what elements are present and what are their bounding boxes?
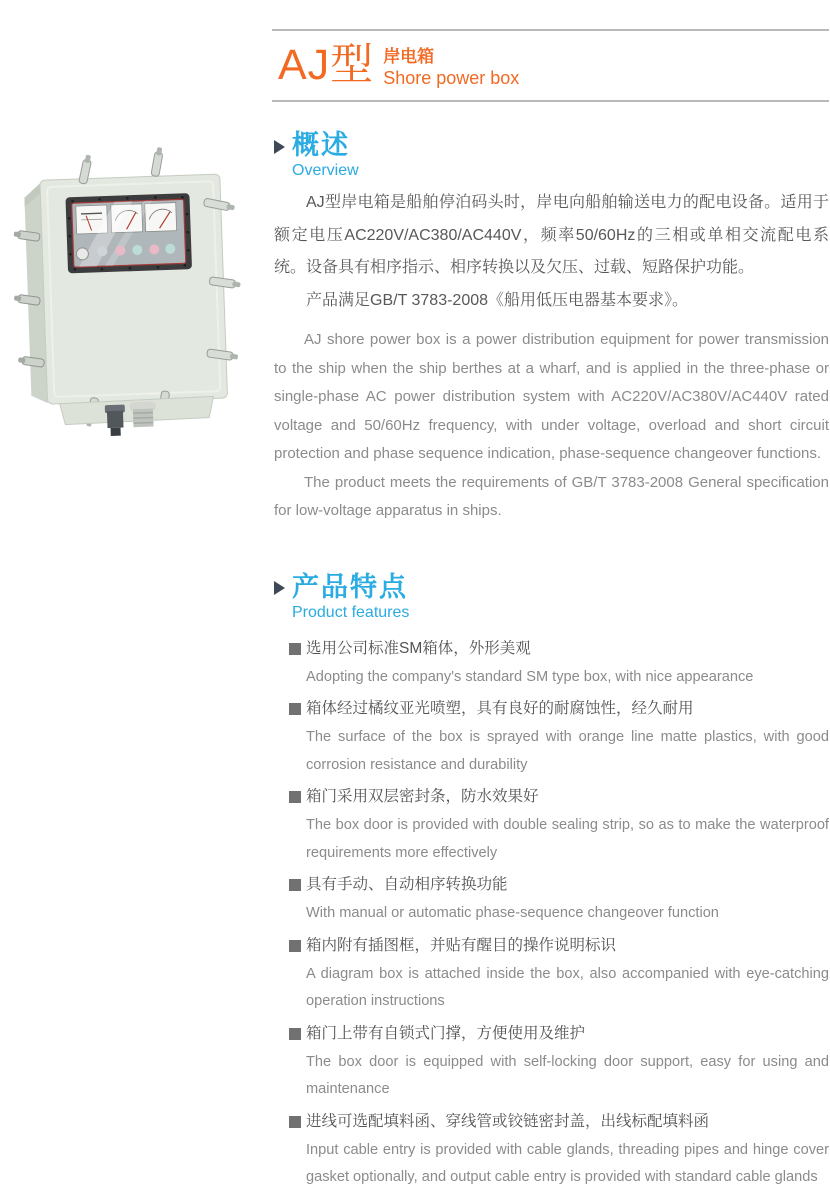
overview-paragraph-en-1: AJ shore power box is a power distribution equipment for power transmission to the ship when the ship berthes at a wharf, and is applied in the three-phase or single-phase AC power distribution system with AC220V/AC380V/AC440V rated voltage and 50/60Hz frequency, with under voltage, overload and short circuit protection and phase sequence indication, phase-sequence changeover functions. [274, 331, 829, 462]
bullet-square-icon [289, 1028, 301, 1040]
section-marker-icon [274, 140, 285, 154]
indicator-light-power [76, 248, 88, 260]
bullet-square-icon [289, 643, 301, 655]
bullet-square-icon [289, 1116, 301, 1128]
overview-title-en: Overview [292, 162, 359, 179]
feature-title-zh: 箱内附有插图框，并贴有醒目的操作说明标识 [289, 932, 829, 960]
features-title-en: Product features [292, 603, 410, 621]
divider-title [272, 100, 829, 102]
feature-desc-en: The surface of the box is sprayed with orange line matte plastics, with good corrosion resistance and durability [306, 729, 829, 773]
feature-title-zh: 选用公司标准SM箱体，外形美观 [289, 635, 829, 663]
feature-item [289, 635, 829, 692]
section-marker-icon [274, 581, 285, 595]
feature-title-zh: 箱门上带有自锁式门撑，方便使用及维护 [289, 1020, 829, 1048]
feature-item [289, 695, 829, 779]
feature-title-zh: 箱门采用双层密封条，防水效果好 [289, 783, 829, 811]
shore-power-box-illustration [10, 146, 264, 450]
overview-paragraph-en-2: The product meets the requirements of GB/T 3783-2008 General specification for low-voltage apparatus in ships. [274, 473, 829, 519]
feature-item [289, 1108, 829, 1192]
overview-paragraph-zh-2: 产品满足GB/T 3783-2008《船用低压电器基本要求》。 [306, 291, 689, 309]
overview-title-zh: 概述 [292, 130, 350, 160]
overview-heading [274, 129, 829, 161]
features-list [289, 635, 829, 1192]
bullet-square-icon [289, 703, 301, 715]
product-name-en: Shore power box [383, 68, 520, 88]
cable-gland-metal [130, 401, 157, 427]
meter-window [65, 193, 192, 273]
bullet-square-icon [289, 791, 301, 803]
feature-desc-en: Adopting the company's standard SM type box, with nice appearance [306, 668, 754, 685]
bullet-square-icon [289, 940, 301, 952]
features-title-zh: 产品特点 [292, 571, 408, 602]
cable-gland-dark [105, 404, 126, 436]
feature-item [289, 1020, 829, 1104]
content-column [272, 0, 829, 1192]
feature-title-zh: 箱体经过橘纹亚光喷塑，具有良好的耐腐蚀性，经久耐用 [289, 695, 829, 723]
feature-title-zh: 进线可选配填料函、穿线管或铰链密封盖，出线标配填料函 [289, 1108, 829, 1136]
feature-desc-en: A diagram box is attached inside the box, also accompanied with eye-catching operation instructions [306, 965, 829, 1009]
bullet-square-icon [289, 879, 301, 891]
features-section [274, 571, 829, 1192]
latch-top-2 [151, 147, 164, 177]
analog-meter-3 [145, 203, 177, 232]
product-model: AJ型 [278, 41, 375, 89]
overview-paragraph-zh-1: AJ型岸电箱是船舶停泊码头时，岸电向船舶输送电力的配电设备。适用于额定电压AC220V/AC380/AC440V，频率50/60Hz的三相或单相交流配电系统。设备具有相序指示、相序转换以及欠压、过载、短路保护功能。 [274, 194, 829, 276]
feature-item [289, 783, 829, 867]
page-title [272, 31, 829, 100]
feature-title-zh: 具有手动、自动相序转换功能 [289, 871, 829, 899]
shore-power-box-photo [10, 146, 264, 450]
feature-desc-en: Input cable entry is provided with cable glands, threading pipes and hinge cover gasket optionally, and output cable entry is provided with standard cable glands [306, 1141, 829, 1185]
features-heading [274, 571, 829, 603]
feature-desc-en: With manual or automatic phase-sequence changeover function [306, 905, 719, 921]
feature-item [289, 932, 829, 1016]
feature-desc-en: The box door is equipped with self-locking door support, easy for using and maintenance [306, 1053, 829, 1097]
overview-section [274, 129, 829, 526]
feature-item [289, 871, 829, 928]
product-name-zh: 岸电箱 [383, 47, 435, 66]
feature-desc-en: The box door is provided with double sealing strip, so as to make the waterproof requirements more effectively [306, 817, 829, 861]
